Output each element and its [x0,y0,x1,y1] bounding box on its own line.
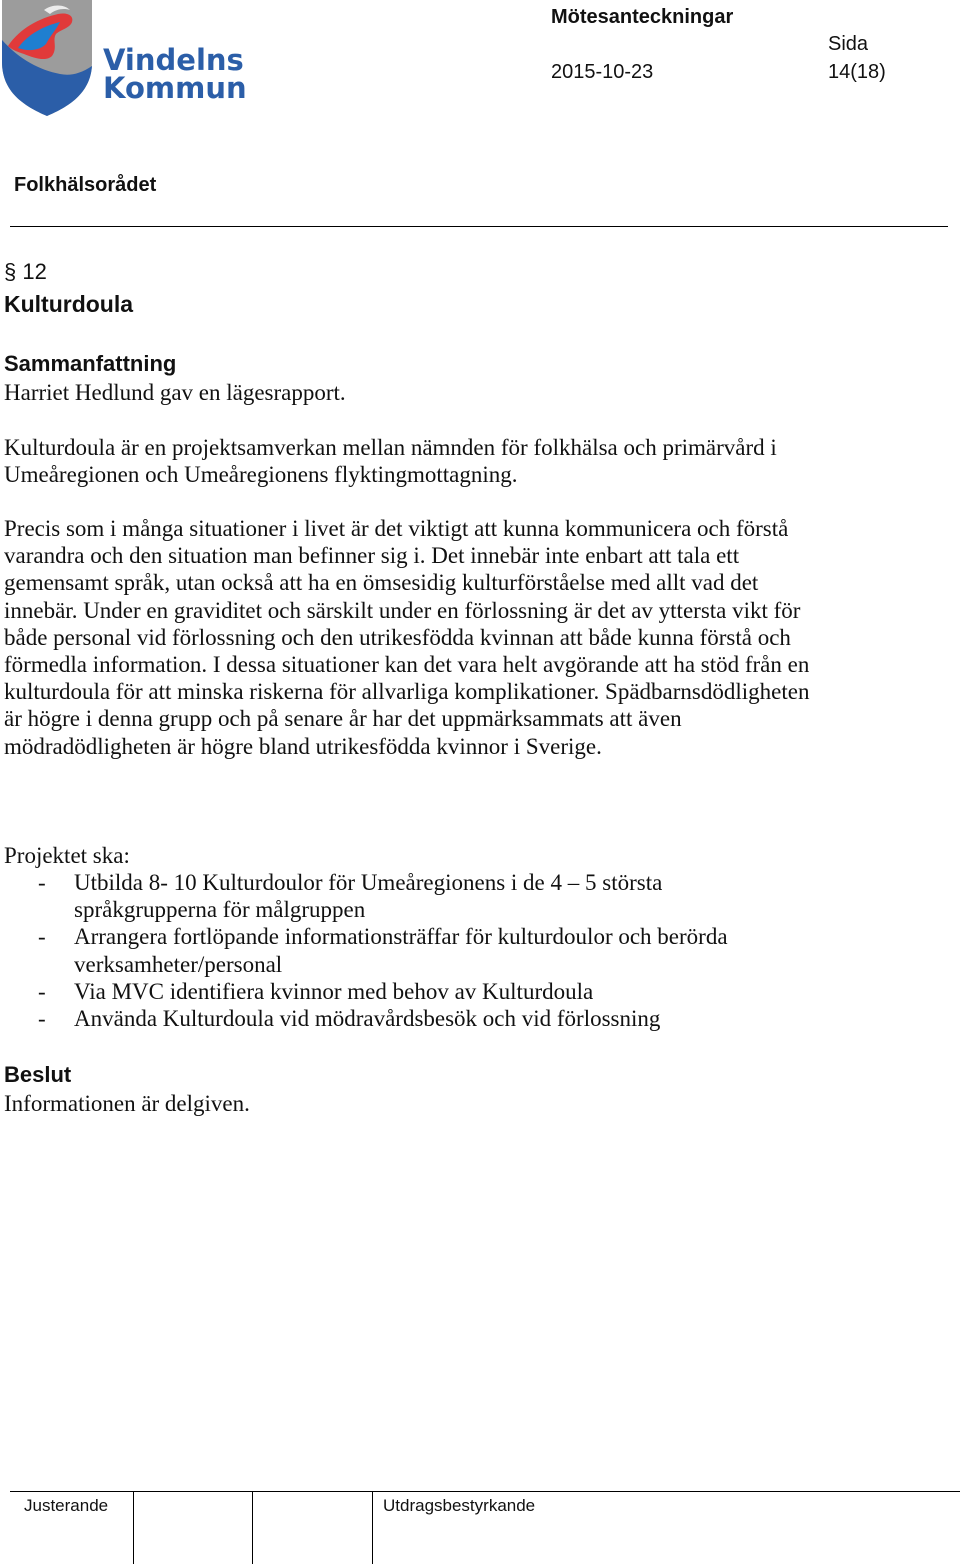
list-item-text: Utbilda 8- 10 Kulturdoulor för Umeåregionens i de 4 – 5 största språkgrupperna för målgruppen [74,870,663,923]
municipality-shield-icon [0,0,100,120]
project-intro: Projektet ska: [4,843,130,868]
footer-certifier-label: Utdragsbestyrkande [383,1496,536,1515]
page-number: 14(18) [828,61,886,83]
footer-divider [10,1491,960,1492]
list-item [4,869,764,923]
logo-text-line1: Vindelns [103,43,244,77]
section-title: Kulturdoula [4,291,134,317]
bullet-dash: - [38,978,46,1004]
decision-text: Informationen är delgiven. [4,1091,250,1116]
bullet-dash: - [38,1006,46,1032]
bullet-dash: - [38,924,46,950]
document-type: Mötesanteckningar [551,6,734,28]
decision-heading: Beslut [4,1062,72,1087]
list-item [4,978,824,1005]
list-item-text: Via MVC identifiera kvinnor med behov av Kulturdoula [74,978,594,1004]
committee-name: Folkhälsorådet [14,174,157,196]
header-divider [10,226,948,227]
list-item-text: Använda Kulturdoula vid mödravårdsbesök och vid förlossning [74,1006,661,1032]
footer-adjuster-label: Justerande [24,1496,109,1515]
page-label: Sida [828,33,869,55]
summary-paragraph-3: Precis som i många situationer i livet är det viktigt att kunna kommunicera och förstå varandra och den situation man befinner sig i. Det innebär inte enbart att tala ett gemensamt språk, utan också att ha en ömsesidig kulturförståelse med allt vad det innebär. Under en graviditet och särskilt under en förlossning är det av yttersta vikt för både personal vid förlossning och den utrikesfödda kvinnan att både kunna förstå och förmedla information. I dessa situationer kan det vara helt avgörande att ha stöd från en kulturdoula för att minska riskerna för allvarliga komplikationer. Spädbarnsdödligheten är högre i denna grupp och på senare år har det uppmärksammats att även mödradödligheten är högre bland utrikesfödda kvinnor i Sverige. [4,516,810,759]
vindelns-kommun-logo [0,0,250,120]
footer-cell-border [372,1491,373,1564]
footer-cell-border [252,1491,253,1564]
bullet-dash: - [38,870,46,895]
paragraph-number: § 12 [4,259,47,284]
list-item-text: Arrangera fortlöpande informationsträffar för kulturdoulor och berörda verksamheter/personal [74,924,728,977]
summary-paragraph-2: Kulturdoula är en projektsamverkan mellan nämnden för folkhälsa och primärvård i Umeåregionen och Umeåregionens flyktingmottagning. [4,435,777,488]
list-item [4,1005,824,1032]
footer-cell-border [133,1491,134,1564]
summary-heading: Sammanfattning [4,351,177,376]
summary-paragraph-1: Harriet Hedlund gav en lägesrapport. [4,380,346,405]
meeting-date: 2015-10-23 [551,61,654,83]
list-item [4,923,764,977]
project-list [4,869,824,1032]
logo-text-line2: Kommun [103,71,247,105]
